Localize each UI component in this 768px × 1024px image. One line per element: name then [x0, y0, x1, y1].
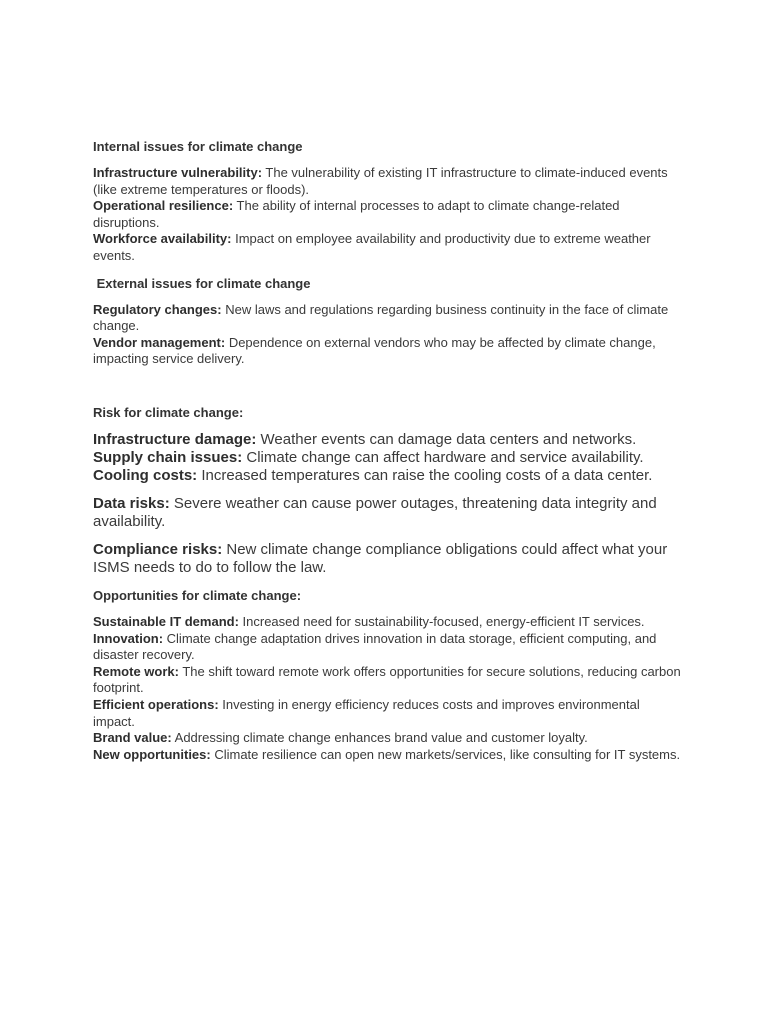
document-page [93, 138, 683, 763]
opportunities-list [93, 614, 683, 763]
item-term: Data risks: [93, 494, 170, 512]
internal-issues-heading: Internal issues for climate change [93, 139, 303, 154]
item-text: Climate change adaptation drives innovation in data storage, efficient computing, and disaster recovery. [93, 630, 657, 663]
list-item [93, 541, 683, 577]
risk-list [93, 431, 683, 577]
item-term: Infrastructure damage: [93, 430, 257, 448]
list-item [93, 449, 683, 467]
external-issues-heading: External issues for climate change [93, 275, 311, 291]
external-issues-list [93, 302, 683, 368]
item-text: Investing in energy efficiency reduces costs and improves environmental impact. [93, 696, 640, 729]
item-term: New opportunities: [93, 746, 211, 762]
item-term: Cooling costs: [93, 466, 198, 484]
item-text: Increased temperatures can raise the cooling costs of a data center. [197, 466, 653, 484]
list-item [93, 495, 683, 531]
item-term: Operational resilience: [93, 198, 234, 214]
item-term: Regulatory changes: [93, 301, 222, 317]
list-item [93, 467, 683, 485]
list-item [93, 165, 683, 198]
internal-issues-list [93, 165, 683, 265]
item-term: Compliance risks: [93, 540, 223, 558]
item-text: Addressing climate change enhances brand value and customer loyalty. [171, 730, 588, 746]
risk-heading: Risk for climate change: [93, 404, 244, 420]
item-text: The shift toward remote work offers opportunities for secure solutions, reducing carbon footprint. [93, 663, 681, 696]
list-item [93, 631, 683, 664]
item-text: Weather events can damage data centers and networks. [256, 430, 637, 448]
item-text: New laws and regulations regarding business continuity in the face of climate change. [93, 301, 669, 334]
list-item [93, 747, 683, 764]
list-item [93, 730, 683, 747]
item-text: New climate change compliance obligations could affect what your ISMS needs to do to follow the law. [93, 540, 668, 576]
opportunities-heading: Opportunities for climate change: [93, 587, 302, 603]
item-text: The ability of internal processes to adapt to climate change-related disruptions. [93, 198, 620, 230]
list-item [93, 614, 683, 631]
item-text: Impact on employee availability and productivity due to extreme weather events. [93, 231, 651, 263]
list-item [93, 302, 683, 335]
item-term: Remote work: [93, 663, 179, 679]
item-term: Efficient operations: [93, 696, 219, 712]
list-item [93, 431, 683, 449]
item-term: Workforce availability: [93, 231, 232, 247]
item-term: Vendor management: [93, 334, 226, 350]
item-text: Climate resilience can open new markets/services, like consulting for IT systems. [210, 746, 681, 762]
list-item [93, 697, 683, 730]
item-term: Innovation: [93, 630, 164, 646]
item-term: Infrastructure vulnerability: [93, 165, 263, 180]
list-item [93, 664, 683, 697]
item-text: Increased need for sustainability-focused, energy-efficient IT services. [238, 613, 645, 629]
item-text: Dependence on external vendors who may be affected by climate change, impacting service delivery. [93, 334, 656, 367]
list-item [93, 335, 683, 368]
list-item [93, 231, 683, 264]
item-term: Brand value: [93, 730, 172, 746]
item-text: The vulnerability of existing IT infrastructure to climate-induced events (like extreme temperatures or floods). [93, 165, 668, 197]
item-term: Supply chain issues: [93, 448, 243, 466]
item-term: Sustainable IT demand: [93, 613, 239, 629]
item-text: Severe weather can cause power outages, threatening data integrity and availability. [93, 494, 657, 530]
list-item [93, 198, 683, 231]
item-text: Climate change can affect hardware and service availability. [242, 448, 644, 466]
